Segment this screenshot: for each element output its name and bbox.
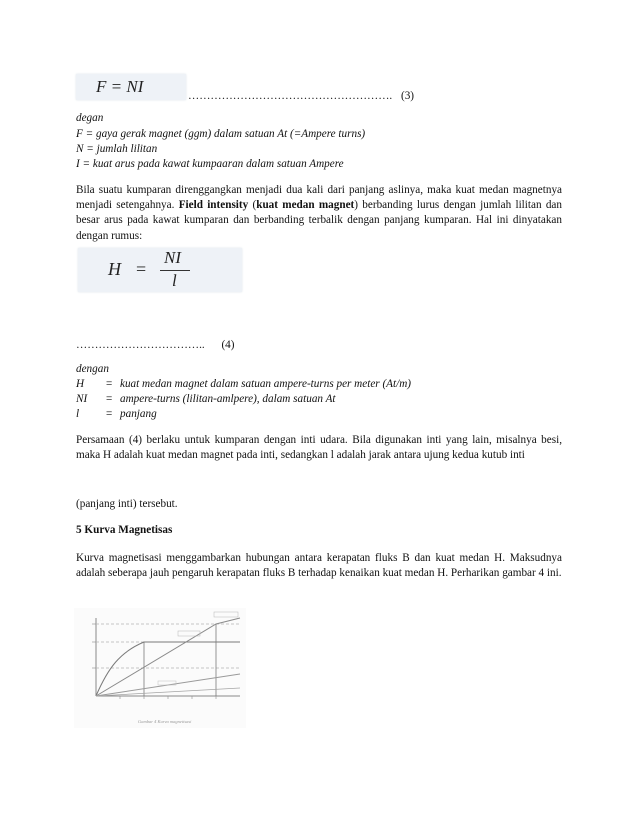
equation-3-formula: F = NI <box>96 77 144 96</box>
section-heading: 5 Kurva Magnetisas <box>76 524 173 536</box>
magnetization-curve-figure <box>74 608 246 728</box>
defs1-intro: degan <box>76 112 104 124</box>
equation-4-leader: …………………………….. <box>76 339 205 351</box>
defs2-row-h: H = kuat medan magnet dalam satuan ampere-turns per meter (At/m) <box>76 378 412 390</box>
figure-caption: Gambar 4 Kurva magnetisasi <box>138 719 192 724</box>
equation-4-number: (4) <box>221 339 235 351</box>
defs2-row-ni: NI = ampere-turns (lilitan-amlpere), dalam satuan At <box>76 393 336 405</box>
defs2-intro: dengan <box>76 363 109 375</box>
paragraph-equation-4-continuation: (panjang inti) tersebut. <box>76 498 178 510</box>
paragraph-magnetization-curve: Kurva magnetisasi menggambarkan hubungan antara kerapatan fluks B dan kuat medan H. Maksudnya adalah seberapa jauh pengaruh kerapatan fluks B terhadap kenaikan kuat medan H. Perharikan gambar 4 ini. <box>76 552 562 580</box>
defs1-line-i: I = kuat arus pada kawat kumpaaran dalam satuan Ampere <box>76 158 344 170</box>
defs1-line-n: N = jumlah lilitan <box>76 143 158 155</box>
equation-4-lhs: H <box>108 259 121 279</box>
equation-4-numerator: NI <box>164 248 181 267</box>
equation-4-denominator: l <box>172 271 177 290</box>
figure-background <box>74 608 246 728</box>
equation-4-image: H = NI l <box>78 248 242 292</box>
equation-3-image <box>76 74 186 100</box>
equation-3-leader: ………………………………………………. <box>188 90 393 102</box>
paragraph-field-intensity: Bila suatu kumparan direnggangkan menjadi dua kali dari panjang aslinya, maka kuat medan magnetnya menjadi setengahnya. Field intensity (kuat medan magnet) berbanding lurus dengan jumlah lilitan dan besar arus pada kawat kumparan dan berbanding terbalik dengan panjang kumparan. Hal ini dinyatakan dengan rumus: <box>76 184 562 242</box>
defs1-line-f: F = gaya gerak magnet (ggm) dalam satuan At (=Ampere turns) <box>76 128 366 140</box>
defs2-row-l: l = panjang <box>76 408 157 420</box>
equation-3-number: (3) <box>400 90 415 102</box>
paragraph-equation-4-note: Persamaan (4) berlaku untuk kumparan dengan inti udara. Bila digunakan inti yang lain, misalnya besi, maka H adalah kuat medan magnet pada inti, sedangkan l adalah jarak antara ujung kedua kutub inti <box>76 434 562 462</box>
